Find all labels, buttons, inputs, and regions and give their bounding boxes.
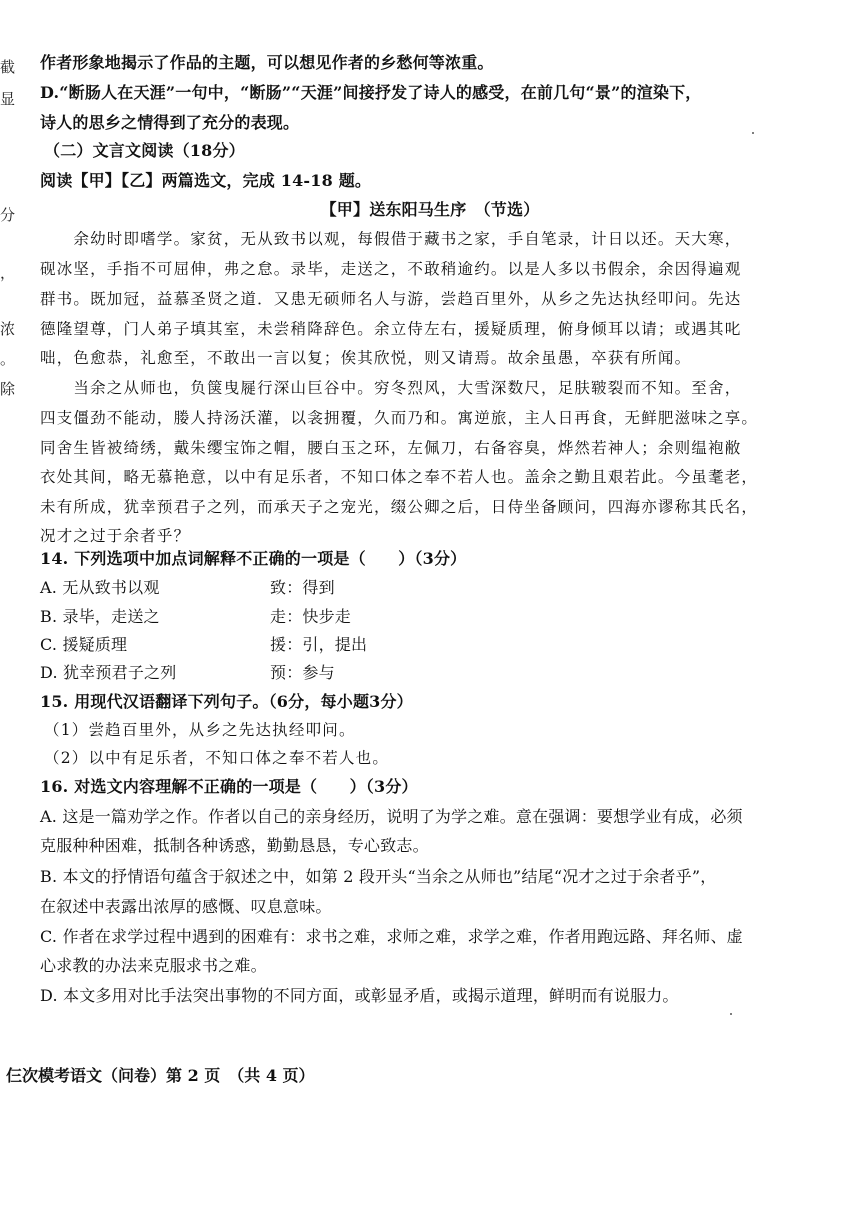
passage-title: 【甲】送东阳马生序 （节选） [320, 200, 540, 219]
question-15-item: （2）以中有足乐者，不知口体之奉不若人也。 [44, 749, 390, 767]
scan-speck [752, 132, 754, 134]
question-14-option-b [40, 606, 830, 628]
passage-line: 未有所成，犹幸预君子之列，而承天子之宠光，缀公卿之后，日侍坐备顾问，四海亦谬称其氏名， [40, 498, 759, 516]
question-14-stem: 14. 下列选项中加点词解释不正确的一项是（ ）（3分） [40, 549, 467, 568]
margin-fragment: 浓 [0, 320, 16, 338]
question-16-stem: 16. 对选文内容理解不正确的一项是（ ）（3分） [40, 777, 418, 796]
margin-fragment: ， [0, 264, 16, 282]
option-definition: 援：引，提出 [270, 635, 368, 654]
scan-speck [730, 1013, 732, 1015]
question-14-option-c [40, 634, 830, 656]
question-14-option-a [40, 577, 830, 599]
option-text: D. 犹幸预君子之列 [40, 663, 177, 682]
question-16-line: 心求教的办法来克服求书之难。 [40, 956, 267, 975]
text-line: 诗人的思乡之情得到了充分的表现。 [40, 113, 300, 132]
option-definition: 走：快步走 [270, 607, 352, 626]
option-definition: 预：参与 [270, 663, 335, 682]
page-footer: 仨次模考语文（问卷）第 2 页 （共 4 页） [6, 1066, 315, 1085]
text-line: D.“断肠人在天涯”一句中，“断肠”“天涯”间接抒发了诗人的感受，在前几句“景”的渲染下， [40, 83, 702, 102]
passage-line: 当余之从师也，负箧曳屣行深山巨谷中。穷冬烈风，大雪深数尺，足肤皲裂而不知。至舍， [40, 379, 742, 397]
question-16-line: C. 作者在求学过程中遇到的困难有：求书之难，求师之难，求学之难，作者用跑远路、拜名师、虚 [40, 927, 743, 946]
section-heading: （二）文言文阅读（18分） [44, 141, 245, 160]
passage-line: 群书。既加冠，益慕圣贤之道．又患无硕师名人与游，尝趋百里外，从乡之先达执经叩问。先达 [40, 290, 742, 308]
question-16-line: 克服种种困难，抵制各种诱惑，勤勤恳恳，专心致志。 [40, 836, 429, 855]
passage-line: 同舍生皆被绮绣，戴朱缨宝饰之帽，腰白玉之环，左佩刀，右备容臭，烨然若神人；余则缊袍敝 [40, 439, 742, 457]
question-14-option-d [40, 662, 830, 684]
passage-line: 况才之过于余者乎？ [40, 527, 191, 545]
margin-fragment: 截 [0, 58, 16, 76]
passage-line: 余幼时即嗜学。家贫，无从致书以观，每假借于藏书之家，手自笔录，计日以还。天大寒， [40, 230, 742, 248]
margin-fragment: 显 [0, 90, 16, 108]
margin-fragment: 除 [0, 380, 16, 398]
option-text: C. 援疑质理 [40, 635, 128, 654]
passage-line: 砚冰坚，手指不可屈伸，弗之怠。录毕，走送之，不敢稍逾约。以是人多以书假余，余因得遍观 [40, 260, 742, 278]
question-16-line: D. 本文多用对比手法突出事物的不同方面，或彰显矛盾，或揭示道理，鲜明而有说服力。 [40, 986, 679, 1005]
question-16-line: 在叙述中表露出浓厚的感慨、叹息意味。 [40, 897, 332, 916]
passage-line: 德隆望尊，门人弟子填其室，未尝稍降辞色。余立侍左右，援疑质理，俯身倾耳以请；或遇其叱 [40, 320, 742, 338]
margin-fragment: 分 [0, 206, 16, 224]
instruction-line: 阅读【甲】【乙】两篇选文，完成 14-18 题。 [40, 171, 372, 190]
text-line: 作者形象地揭示了作品的主题，可以想见作者的乡愁何等浓重。 [40, 53, 494, 72]
question-15-item: （1）尝趋百里外，从乡之先达执经叩问。 [44, 721, 356, 739]
passage-line: 咄，色愈恭，礼愈至，不敢出一言以复；俟其欣悦，则又请焉。故余虽愚，卒获有所闻。 [40, 349, 692, 367]
option-text: B. 录毕，走送之 [40, 607, 160, 626]
question-16-line: A. 这是一篇劝学之作。作者以自己的亲身经历，说明了为学之难。意在强调：要想学业有成，必须 [40, 807, 743, 826]
passage-line: 四支僵劲不能动，媵人持汤沃灌，以衾拥覆，久而乃和。寓逆旅，主人日再食，无鲜肥滋味之享。 [40, 409, 759, 427]
question-15-stem: 15. 用现代汉语翻译下列句子。（6分，每小题3分） [40, 692, 413, 711]
option-text: A. 无从致书以观 [40, 578, 160, 597]
option-definition: 致：得到 [270, 578, 335, 597]
question-16-line: B. 本文的抒情语句蕴含于叙述之中，如第 2 段开头“当余之从师也”结尾“况才之过于余者乎”， [40, 867, 717, 886]
passage-line: 衣处其间，略无慕艳意，以中有足乐者，不知口体之奉不若人也。盖余之勤且艰若此。今虽耄老， [40, 468, 759, 486]
margin-fragment: 。 [0, 350, 16, 368]
